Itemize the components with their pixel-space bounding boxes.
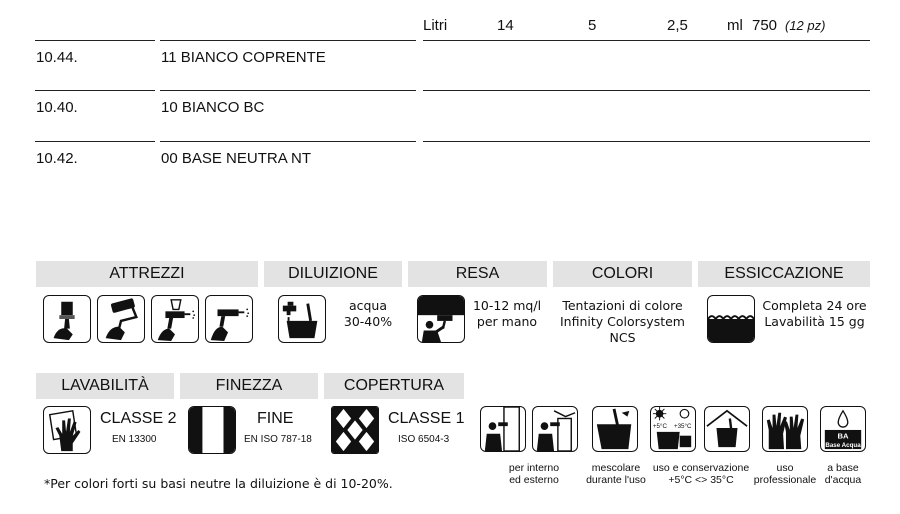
- colori-line2: Infinity Colorsystem: [560, 314, 685, 329]
- airless-gun-icon: [205, 295, 253, 343]
- drying-layer-icon: [707, 295, 755, 343]
- row-name-1: 11 BIANCO COPRENTE: [161, 49, 326, 66]
- caption-mescolare: [580, 462, 652, 486]
- rule-sizes-0: [423, 40, 870, 41]
- essiccazione-line2: Lavabilità 15 gg: [764, 314, 865, 329]
- resa-line1: 10-12 mq/l: [472, 298, 542, 313]
- caption-base-line2: d'acqua: [824, 474, 862, 486]
- caption-base: [818, 462, 868, 486]
- gloves-icon: [762, 406, 808, 452]
- section-essiccazione: ESSICCAZIONE: [698, 261, 870, 287]
- section-resa: RESA: [408, 261, 547, 287]
- painted-wall-icon: [417, 295, 465, 343]
- copertura-value: CLASSE 1: [388, 410, 465, 427]
- section-finezza: FINEZZA: [180, 373, 318, 399]
- essiccazione-line1: Completa 24 ore: [762, 298, 867, 313]
- unit-label: Litri: [423, 17, 448, 34]
- ml-note: (12 pz): [785, 18, 826, 33]
- temperature-icon: [650, 406, 696, 452]
- ml-value: 750: [752, 17, 778, 34]
- rule-code-0: [35, 40, 155, 41]
- diluizione-text: [338, 298, 398, 330]
- caption-mescolare-line1: mescolare: [591, 462, 641, 474]
- finezza-norm: EN ISO 787-18: [244, 434, 312, 445]
- colori-line3: NCS: [609, 330, 636, 345]
- rule-code-2: [35, 141, 155, 142]
- caption-conservazione-line2: +5°C <> 35°C: [668, 474, 734, 486]
- row-code-3: 10.42.: [36, 150, 78, 167]
- rule-name-2: [160, 141, 416, 142]
- size-5: 5: [588, 17, 597, 34]
- finezza-value: FINE: [257, 410, 294, 427]
- fineness-icon: [188, 406, 236, 454]
- resa-line2: per mano: [476, 314, 538, 329]
- caption-uso-line1: uso: [776, 462, 794, 474]
- outdoor-painter-icon: [532, 406, 578, 452]
- professional-bucket-icon: [704, 406, 750, 452]
- copertura-norm: ISO 6504-3: [398, 434, 450, 445]
- colori-line1: Tentazioni di colore: [562, 298, 683, 313]
- colori-text: [555, 298, 690, 346]
- diluizione-line2: 30-40%: [343, 314, 393, 329]
- mixing-bucket-icon: [592, 406, 638, 452]
- roller-icon: [97, 295, 145, 343]
- caption-interno-line1: per interno: [508, 462, 560, 474]
- brush-icon: [43, 295, 91, 343]
- resa-text: [470, 298, 544, 330]
- caption-interno: [495, 462, 573, 486]
- water-tap-bucket-icon: [278, 295, 326, 343]
- caption-base-line1: a base: [827, 462, 859, 474]
- rule-code-1: [35, 90, 155, 91]
- size-2-5: 2,5: [667, 17, 688, 34]
- lavabilita-value: CLASSE 2: [100, 410, 177, 427]
- ml-label: ml: [727, 17, 743, 34]
- section-diluizione: DILUIZIONE: [264, 261, 402, 287]
- badge-ba: BA: [837, 431, 849, 441]
- caption-interno-line2: ed esterno: [509, 474, 559, 486]
- coverage-pattern-icon: [331, 406, 379, 454]
- footnote: *Per colori forti su basi neutre la diluizione è di 10-20%.: [44, 476, 393, 491]
- caption-conservazione: [648, 462, 754, 486]
- washing-hand-icon: [43, 406, 91, 454]
- rule-name-0: [160, 40, 416, 41]
- spray-gun-icon: [151, 295, 199, 343]
- temp-high-label: +35°C: [673, 423, 692, 431]
- temp-low-label: +5°C: [652, 423, 667, 431]
- rule-sizes-2: [423, 141, 870, 142]
- section-attrezzi: ATTREZZI: [36, 261, 258, 287]
- indoor-painter-icon: [480, 406, 526, 452]
- caption-uso-line2: professionale: [753, 474, 817, 486]
- section-copertura: COPERTURA: [324, 373, 464, 399]
- section-lavabilita: LAVABILITÀ: [36, 373, 174, 399]
- row-code-2: 10.40.: [36, 99, 78, 116]
- diluizione-line1: acqua: [348, 298, 388, 313]
- caption-conservazione-line1: uso e conservazione: [652, 462, 750, 474]
- size-14: 14: [497, 17, 514, 34]
- rule-sizes-1: [423, 90, 870, 91]
- row-name-3: 00 BASE NEUTRA NT: [161, 150, 312, 167]
- water-based-badge-icon: [820, 406, 866, 452]
- row-code-1: 10.44.: [36, 49, 78, 66]
- caption-mescolare-line2: durante l'uso: [586, 474, 646, 486]
- essiccazione-text: [762, 298, 867, 330]
- rule-name-1: [160, 90, 416, 91]
- badge-text: Base Acqua: [825, 442, 861, 450]
- caption-uso: [752, 462, 818, 486]
- lavabilita-norm: EN 13300: [112, 434, 157, 445]
- section-colori: COLORI: [553, 261, 692, 287]
- row-name-2: 10 BIANCO BC: [161, 99, 265, 116]
